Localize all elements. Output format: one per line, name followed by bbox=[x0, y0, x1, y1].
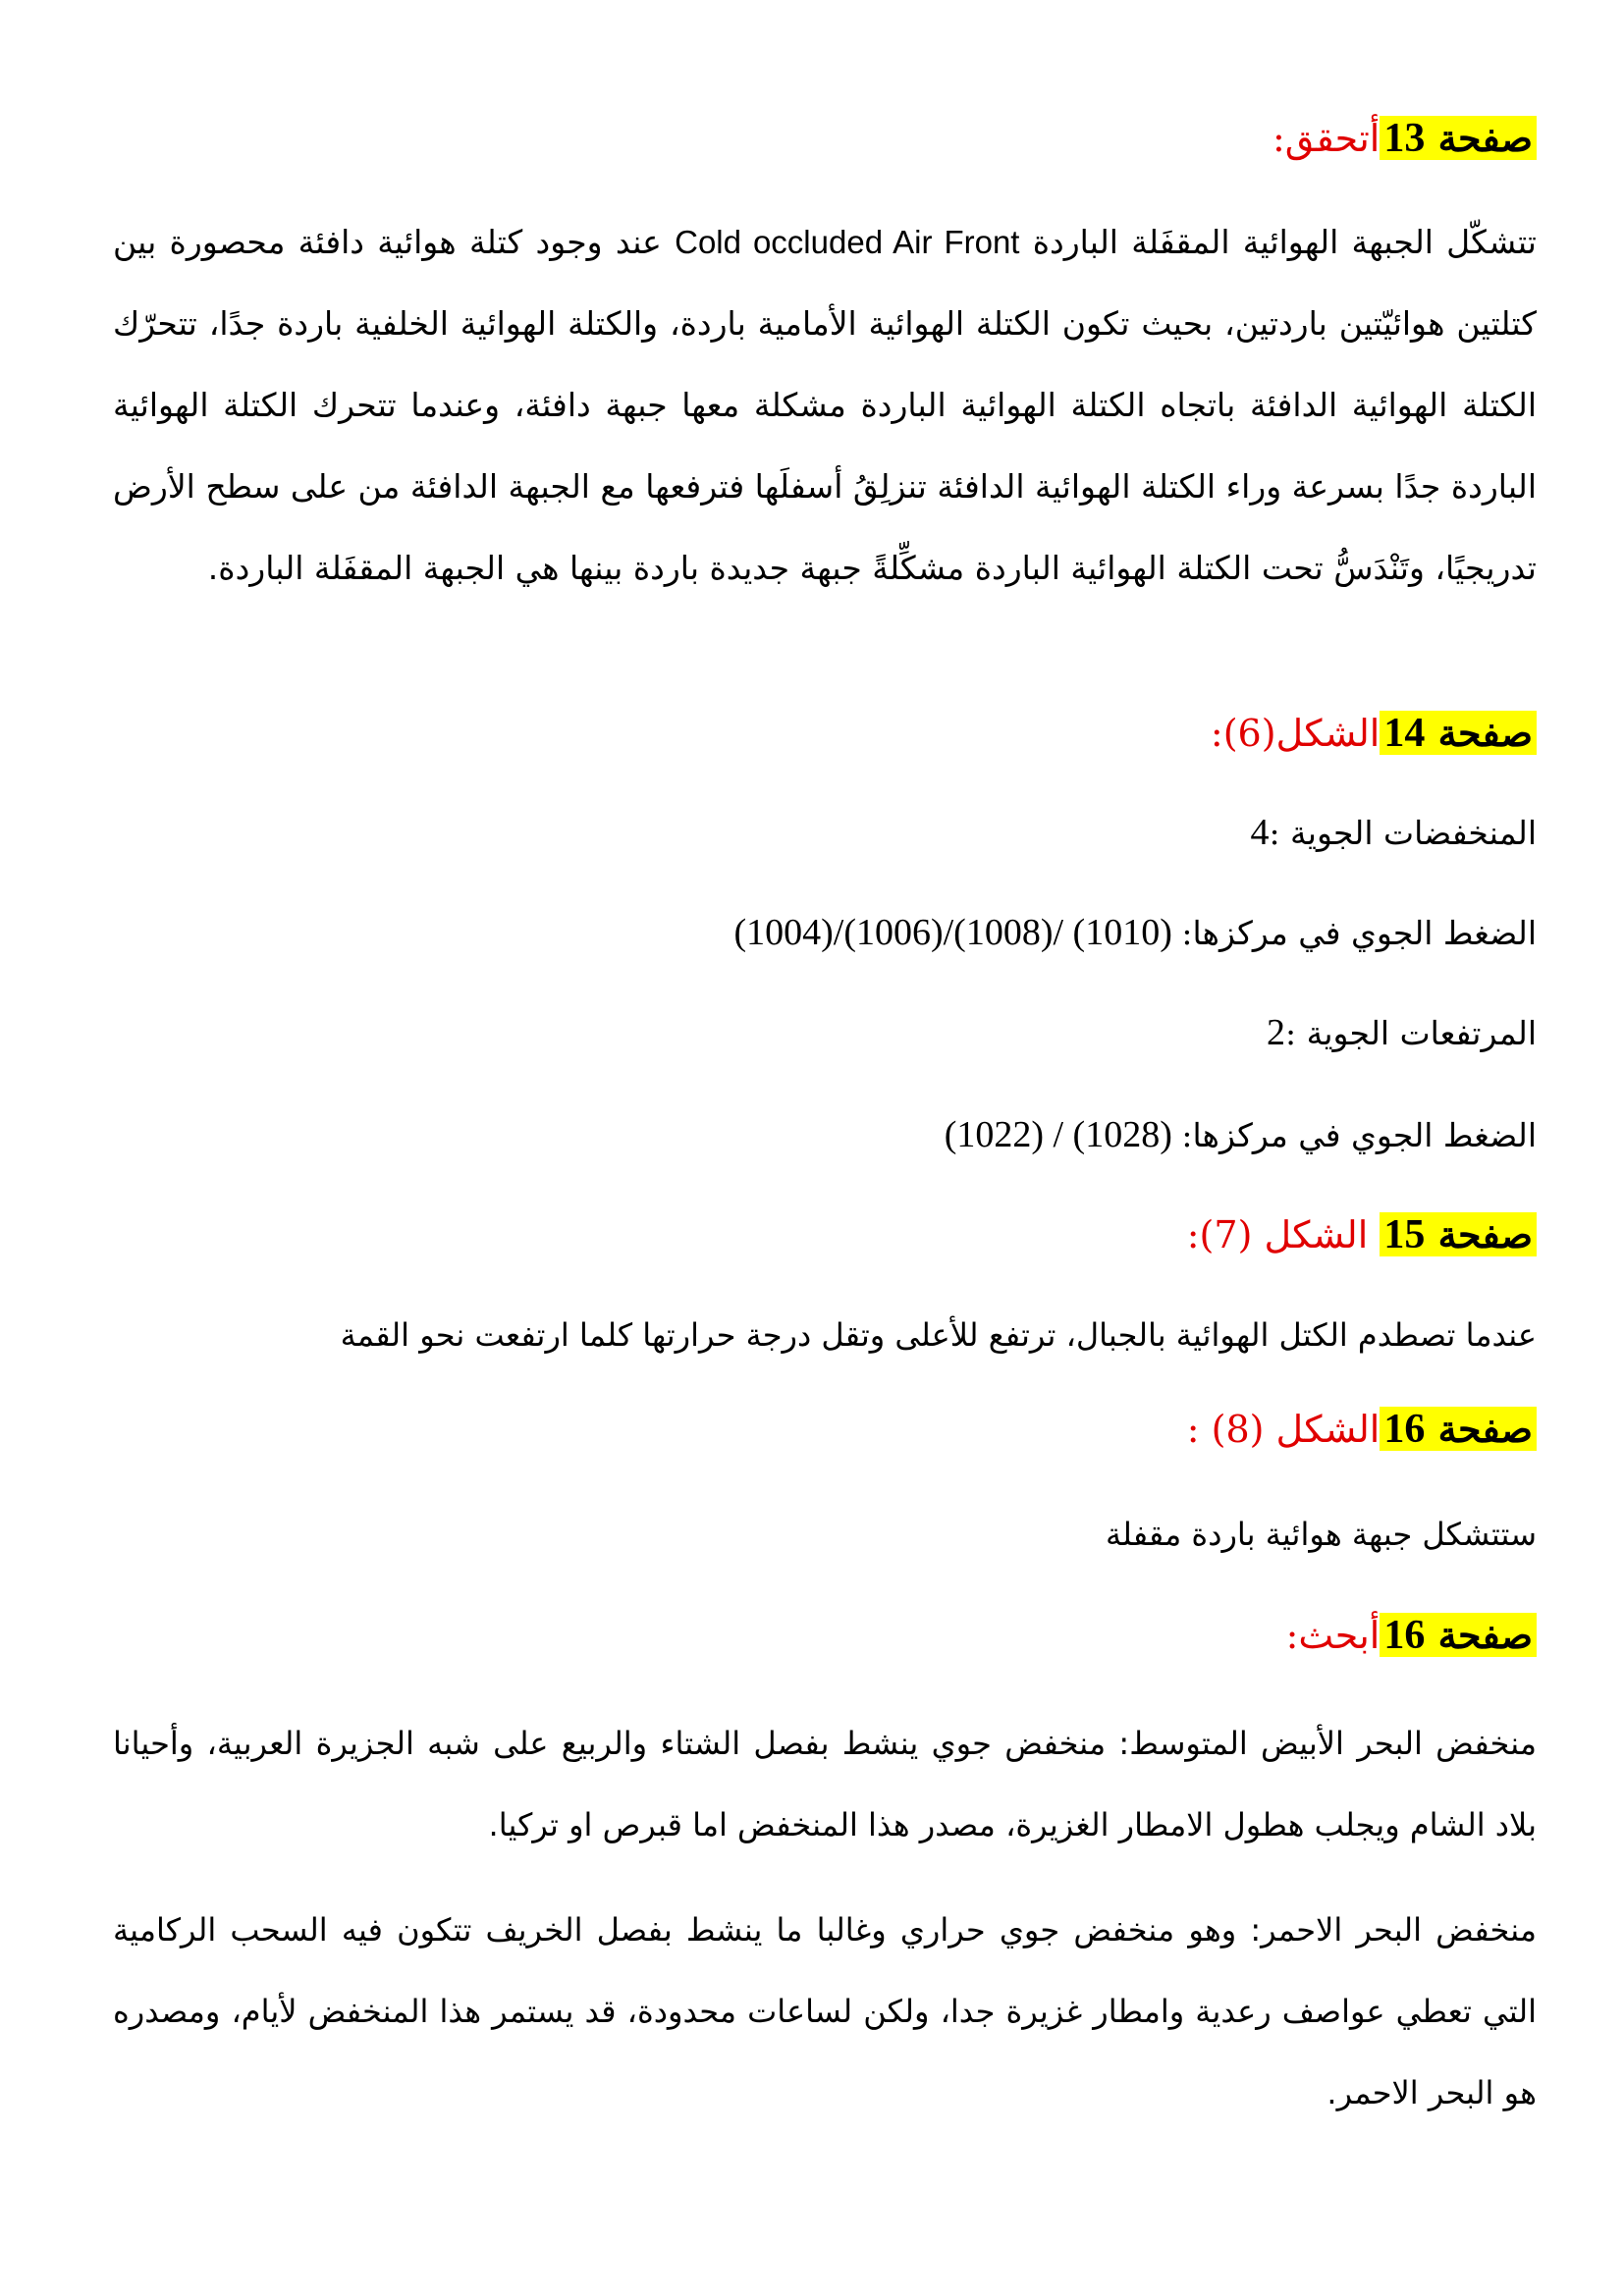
highs-pressure-label: الضغط الجوي في مركزها: bbox=[1181, 1116, 1537, 1154]
highs-count: 2 bbox=[1267, 1012, 1286, 1053]
paragraph-occluded-result bbox=[113, 1505, 1537, 1564]
paragraph-text: عندما تصطدم الكتل الهوائية بالجبال، ترتفع للأعلى وتقل درجة حرارتها كلما ارتفعت نحو القمة bbox=[340, 1316, 1537, 1354]
page-16-research-highlight bbox=[1380, 1613, 1537, 1657]
paragraph-text-rest: عند وجود كتلة هوائية دافئة محصورة بين كتلتين هوائيّتين باردتين، بحيث تكون الكتلة الهوائية الأمامية باردة، والكتلة الهوائية الخلفية باردة جدًا، تتحرّك الكتلة الهوائية الدافئة باتجاه الكتلة الهوائية الباردة مشكلة معها جبهة دافئة، وعندما تتحرك الكتلة الهوائية الباردة جدًا بسرعة وراء الكتلة الهوائية الدافئة تنزلِقُ أسفلَها فترفعها مع الجبهة الدافئة من على سطح الأرض تدريجيًا، وتَنْدَسُّ تحت الكتلة الهوائية الباردة مشكِّلةً جبهة جديدة باردة بينها هي الجبهة المقفَلة الباردة. bbox=[113, 223, 1537, 587]
section-tag: الشكل (8) : bbox=[1186, 1408, 1380, 1451]
lows-pressure-line bbox=[113, 905, 1537, 961]
page-13-highlight bbox=[1380, 116, 1537, 160]
page-label: صفحة bbox=[1437, 1212, 1533, 1256]
lows-count-line bbox=[113, 805, 1537, 861]
section-tag: أبحث: bbox=[1285, 1614, 1380, 1657]
lows-pressure-values: (1004)/(1006)/(1008)/ (1010) bbox=[733, 912, 1172, 953]
heading-page-15 bbox=[113, 1204, 1537, 1265]
paragraph-text-start: تتشكّل الجبهة الهوائية المقفَلة الباردة bbox=[1032, 223, 1537, 261]
lows-pressure-label: الضغط الجوي في مركزها: bbox=[1181, 914, 1537, 952]
paragraph-mountains bbox=[113, 1306, 1537, 1364]
paragraph-occluded-front bbox=[113, 201, 1537, 609]
page-number: 13 bbox=[1383, 116, 1426, 161]
paragraph-mediterranean-low bbox=[113, 1703, 1537, 1866]
heading-page-14 bbox=[113, 703, 1537, 764]
page-14-highlight bbox=[1380, 711, 1537, 755]
latin-term: Cold occluded Air Front bbox=[675, 224, 1020, 260]
lows-label: المنخفضات الجوية : bbox=[1269, 814, 1537, 852]
lows-count: 4 bbox=[1250, 812, 1270, 853]
page-number: 14 bbox=[1383, 711, 1426, 756]
page-label: صفحة bbox=[1437, 116, 1533, 160]
paragraph-text: ستتشكل جبهة هوائية باردة مقفلة bbox=[1105, 1516, 1537, 1553]
page-16-highlight bbox=[1380, 1407, 1537, 1451]
paragraph-text: منخفض البحر الأبيض المتوسط: منخفض جوي ينشط بفصل الشتاء والربيع على شبه الجزيرة العربية، وأحيانا بلاد الشام ويجلب هطول الامطار الغزيرة، مصدر هذا المنخفض اما قبرص او تركيا. bbox=[113, 1725, 1537, 1843]
page-label: صفحة bbox=[1437, 711, 1533, 755]
page-label: صفحة bbox=[1437, 1613, 1533, 1657]
section-tag: الشكل(6): bbox=[1210, 712, 1380, 755]
highs-pressure-values: (1022) / (1028) bbox=[944, 1114, 1172, 1155]
section-tag: الشكل (7): bbox=[1186, 1213, 1380, 1256]
paragraph-red-sea-low bbox=[113, 1890, 1537, 2134]
paragraph-text: منخفض البحر الاحمر: وهو منخفض جوي حراري وغالبا ما ينشط بفصل الخريف تتكون فيه السحب الركامية التي تعطي عواصف رعدية وامطار غزيرة جدا، ولكن لساعات محدودة، قد يستمر هذا المنخفض لأيام، ومصدره هو البحر الاحمر. bbox=[113, 1911, 1537, 2111]
section-tag: أتحقق: bbox=[1272, 117, 1380, 160]
page-number: 16 bbox=[1383, 1407, 1426, 1452]
highs-count-line bbox=[113, 1005, 1537, 1061]
heading-page-16-research bbox=[113, 1605, 1537, 1666]
page-label: صفحة bbox=[1437, 1407, 1533, 1451]
page-15-highlight bbox=[1380, 1212, 1537, 1256]
heading-page-13 bbox=[113, 108, 1537, 169]
heading-page-16-figure bbox=[113, 1399, 1537, 1460]
page-number: 16 bbox=[1383, 1613, 1426, 1658]
highs-pressure-line bbox=[113, 1107, 1537, 1163]
page-number: 15 bbox=[1383, 1212, 1426, 1257]
highs-label: المرتفعات الجوية : bbox=[1285, 1014, 1537, 1052]
